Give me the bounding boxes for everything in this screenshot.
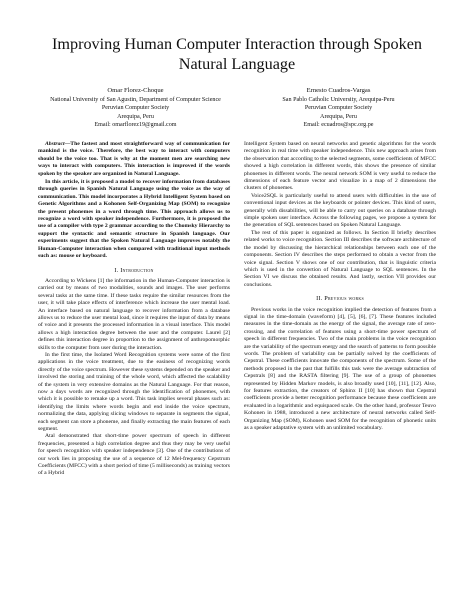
- author-affiliation: San Pablo Catholic University, Arequipa-Peru: [282, 97, 395, 104]
- intro-paragraph: Intelligent System based on neural networks and genetic algorithms for the words recognition in real time with speaker independence. This new approach arises from the observation that according to the selected segments, some coefficients of MFCC showed a high correlation in different words, this shows the presence of similar phonemes in different words. The neural network SOM is very useful to reduce the dimensions of each feature vector and visualize in a map of 2 dimensions the clusters of phonemes.: [244, 141, 436, 192]
- right-column: [244, 141, 436, 478]
- author-email: Email: ecuadros@spc.org.pe: [303, 121, 374, 128]
- left-column: [38, 141, 230, 478]
- abstract-para-2: In this article, it is proposed a model to recover information from databases through queries in Spanish Natural Language using the voice as the way of communication. This model incorporates a Hybrid Intelligent System based on Genetic Algorithms and a Kohonen Self-Organizing Map (SOM) to recognize the present phonemes in a word through time. This approach allows us to recognize a word with speaker independence. Furthermore, it is proposed the use of a compiler with type 2 grammar according to the Chomsky Hierarchy to support the syntactic and semantic structure in Spanish language. Our experiments suggest that the Spoken Natural Language improves notably the Human-Computer interaction when compared with traditional input methods such as: mouse or keyboard.: [38, 179, 230, 260]
- author-affiliation: National University of San Agustin, Department of Computer Science: [50, 97, 221, 104]
- abstract: Abstract—The fastest and most straightforward way of communication for mankind is the voice. Therefore, the best way to interact with computers should be the voice too. That is why at the moment men are searching new ways to interact with computers. This interaction is improved if the words spoken by the speaker are organized in Natural Language.: [38, 141, 230, 177]
- intro-paragraph: Voice2SQL is particularly useful to attend users with difficulties in the use of conventional input devices as the keyboards or pointer devices. This kind of users, generally with dissabilities, will be able to carry out queries on a database through simple spoken user interface. Across the following pages, we propose a system for the generation of SQL sentences based on Spoken Natural Language.: [244, 192, 436, 229]
- author-block: [38, 87, 436, 129]
- abstract-text: The fastest and most straightforward way of communication for mankind is the voice. Therefore, the best way to interact with computers should be the voice too. That is why at the moment men are searching new ways to interact with computers. This interaction is improved if the words spoken by the speaker are organized in Natural Language.: [38, 141, 230, 177]
- previous-works-paragraph: Previous works in the voice recognition implied the detection of features from a signal in the time-domain (waveform) [4], [5], [6], [7]. These features included measures in the time-domain as the energy of the signal, the average rate of zero-crossing, and the correlation of features using a short-time power spectrum of speech in different frequencies. Two of the main problems in the voice recognition are the variability of the spectrum energy and the search of patterns to form possible words. The problem of variability can be partially solved by the coefficients of Cepstral. These coefficients innovate the components of the spectrum. Some of the methods proposed in the past that fulfills this task were the average subtraction of Cepstrals [8] and the RASTA filtering [9]. The use of a group of phonemes represented by Hidden Markov models, is also broadly used [10], [11], [12]. Also, for features extraction, the creators of Sphinx II [10] has shown that Cepstral coefficients provide a better recognition performance because these coefficients are evaluated in a logarithmic and equispaced scale. On the other hand, professor Teuvo Kohonen in 1988, introduced a new architecture of neural networks called Self-Organizing Map (SOM), Kohonen used SOM for the recognition of phonetic units as a speaker adaptative system with an unlimited vocabulary.: [244, 306, 436, 432]
- intro-paragraph: Atal demonstrated that short-time power spectrum of speech in different frequencies, presented a high correlation degree and thus they may be very useful for speech recognition with speaker independence [3]. One of the contributions of our work lies in proposing the use of a sequence of 12 Mel-frequency Cepstrum Coefficients (MFCC) with a short period of time (5 milliseconds) as training vectors of a Hybrid: [38, 433, 230, 477]
- author-society: Peruvian Computer Society: [101, 105, 170, 112]
- abstract-label: Abstract: [45, 141, 65, 148]
- intro-paragraph: The rest of this paper is organized as follows. In Section II briefly describes related works to voice recognition. Section III describes the software architecture of the model by discussing the hierarchical relationships between each one of the components. Section IV describes the steps performed to obtain a vector from the voice signal. Section V shows one of our contribution, that is linguistic criteria which is used in the convertion of Natural Language to SQL sentences. In the Section VI we discuss the obtained results. And lastly, section VII provides our conclusions.: [244, 229, 436, 288]
- author-email: Email: omarflorez19@gmail.com: [94, 121, 177, 128]
- author-name: Omar Florez-Choque: [107, 87, 164, 94]
- paper-title: Improving Human Computer Interaction through Spoken Natural Language: [52, 35, 422, 73]
- author-2: [241, 87, 436, 129]
- intro-paragraph: In the first time, the Isolated Word Recognition systems were some of the first applications in the voice treatment, due to the easiness of recognizing words directly of the voice spectrum. However these systems depended on the speaker and involved the storing and training of the whole word, which affected the scalability of the system in very extensive domains as the Natural Language. For that reason, now a days words are recognized through the identification of phonemes, with which it is possible to remake up a word. This task implies several phases such as: identifying the limits where words begin and end inside the voice spectrum, normalizing the data, applying slicing windows to separate in segments the signal, each segment can store a phoneme, and finally extracting the main features of each segment.: [38, 351, 230, 433]
- section-heading-introduction: I. Introduction: [114, 266, 154, 274]
- intro-paragraph: According to Wickens [1] the information in the Human-Computer interaction is carried out by means of two modalities, sounds and images. The user performs several tasks at the same time. If these tasks require the similar resources from the user, it will take place effects of interference which increase the user mental load. An interface based on natural language to recover information from a database allows us to reduce the user mental load, since it requires the input of data by means of voice and it presents the processed information in a visual interface. This model allows a high interaction degree between the user and the computer. Laurel [2] defines this interaction degree in proportion to the assignment of anthropomorphic skills to the computer from user during the interaction.: [38, 277, 230, 351]
- body-columns: [38, 141, 436, 478]
- author-society: Peruvian Computer Society: [304, 105, 373, 112]
- author-1: [38, 87, 233, 129]
- author-location: Arequipa, Peru: [320, 113, 357, 120]
- author-name: Ernesto Cuadros-Vargas: [306, 87, 371, 94]
- section-heading-previous-works: II. Previous works: [316, 295, 364, 303]
- author-location: Arequipa, Peru: [117, 113, 154, 120]
